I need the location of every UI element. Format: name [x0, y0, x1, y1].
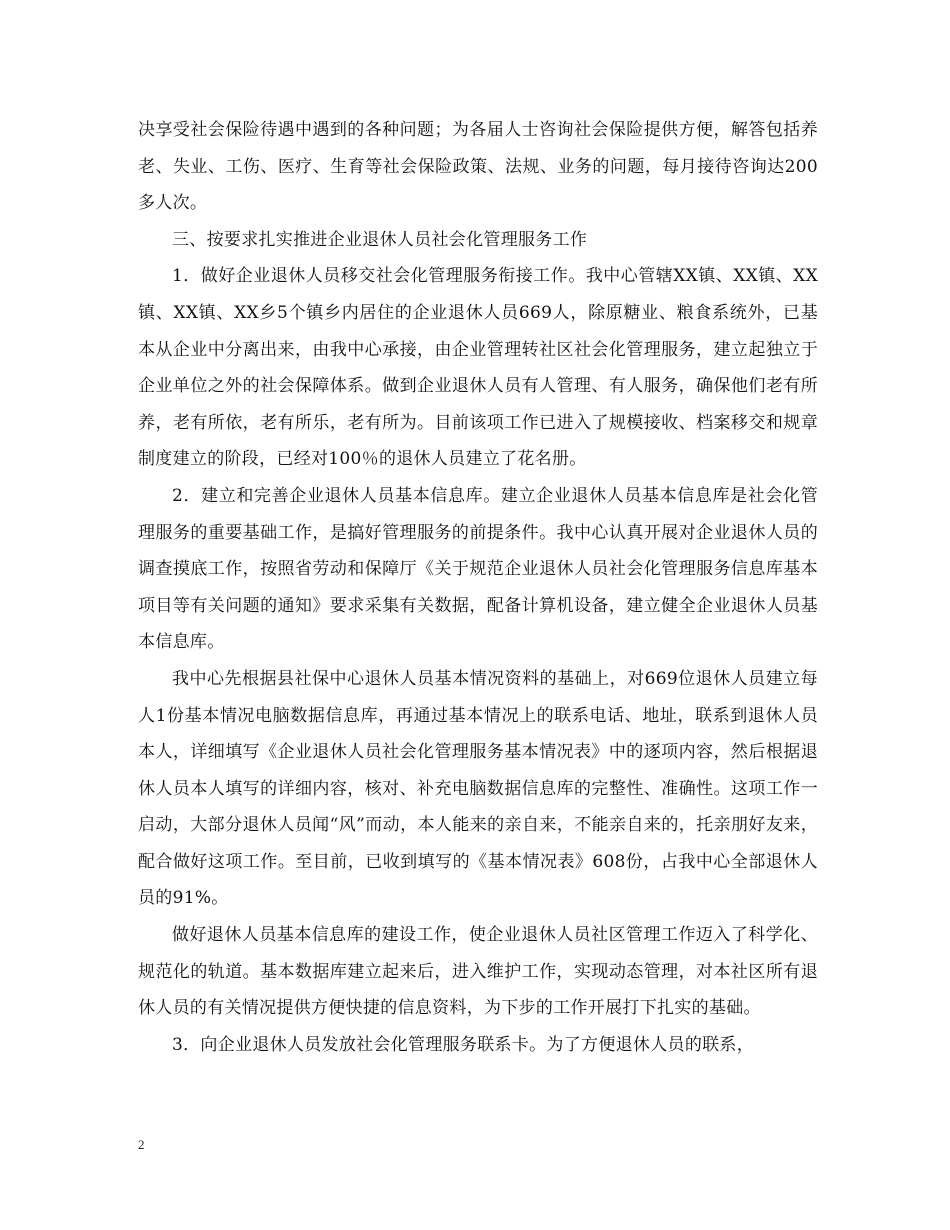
paragraph-database-summary: 做好退休人员基本信息库的建设工作，使企业退休人员社区管理工作迈入了科学化、规范化的轨道。基本数据库建立起来后，进入维护工作，实现动态管理，对本社区所有退休人员的有关情况提供方便快捷的信息资料，为下步的工作开展打下扎实的基础。: [138, 925, 818, 1019]
page-number: 2: [138, 1137, 145, 1152]
paragraph-item-3: 3．向企业退休人员发放社会化管理服务联系卡。为了方便退休人员的联系，: [172, 1034, 755, 1055]
paragraph-1: 决享受社会保险待遇中遇到的各种问题；为各届人士咨询社会保险提供方便，解答包括养老、失业、工伤、医疗、生育等社会保险政策、法规、业务的问题，每月接待咨询达200多人次。: [138, 120, 818, 214]
paragraph-item-2: 2．建立和完善企业退休人员基本信息库。建立企业退休人员基本信息库是社会化管理服务的重要基础工作，是搞好管理服务的前提条件。我中心认真开展对企业退休人员的调查摸底工作，按照省劳动和保障厅《关于规范企业退休人员社会化管理服务信息库基本项目等有关问题的通知》要求采集有关数据，配备计算机设备，建立健全企业退休人员基本信息库。: [138, 485, 818, 653]
document-body: [138, 112, 818, 1063]
paragraph-item-1: 1．做好企业退休人员移交社会化管理服务衔接工作。我中心管辖XX镇、XX镇、XX镇、XX镇、XX乡5个镇乡内居住的企业退休人员669人，除原糖业、粮食系统外，已基本从企业中分离出来，由我中心承接，由企业管理转社区社会化管理服务，建立起独立于企业单位之外的社会保障体系。做到企业退休人员有人管理、有人服务，确保他们老有所养，老有所依，老有所乐，老有所为。目前该项工作已进入了规模接收、档案移交和规章制度建立的阶段，已经对100％的退休人员建立了花名册。: [138, 266, 818, 470]
paragraph-info-collection: 我中心先根据县社保中心退休人员基本情况资料的基础上，对669位退休人员建立每人1份基本情况电脑数据信息库，再通过基本情况上的联系电话、地址，联系到退休人员本人，详细填写《企业退休人员社会化管理服务基本情况表》中的逐项内容，然后根据退休人员本人填写的详细内容，核对、补充电脑数据信息库的完整性、准确性。这项工作一启动，大部分退休人员闻“风”而动，本人能来的亲自来，不能亲自来的，托亲朋好友来，配合做好这项工作。至目前，已收到填写的《基本情况表》608份，占我中心全部退休人员的91%。: [138, 668, 818, 909]
section-heading-3: 三、按要求扎实推进企业退休人员社会化管理服务工作: [172, 229, 588, 250]
